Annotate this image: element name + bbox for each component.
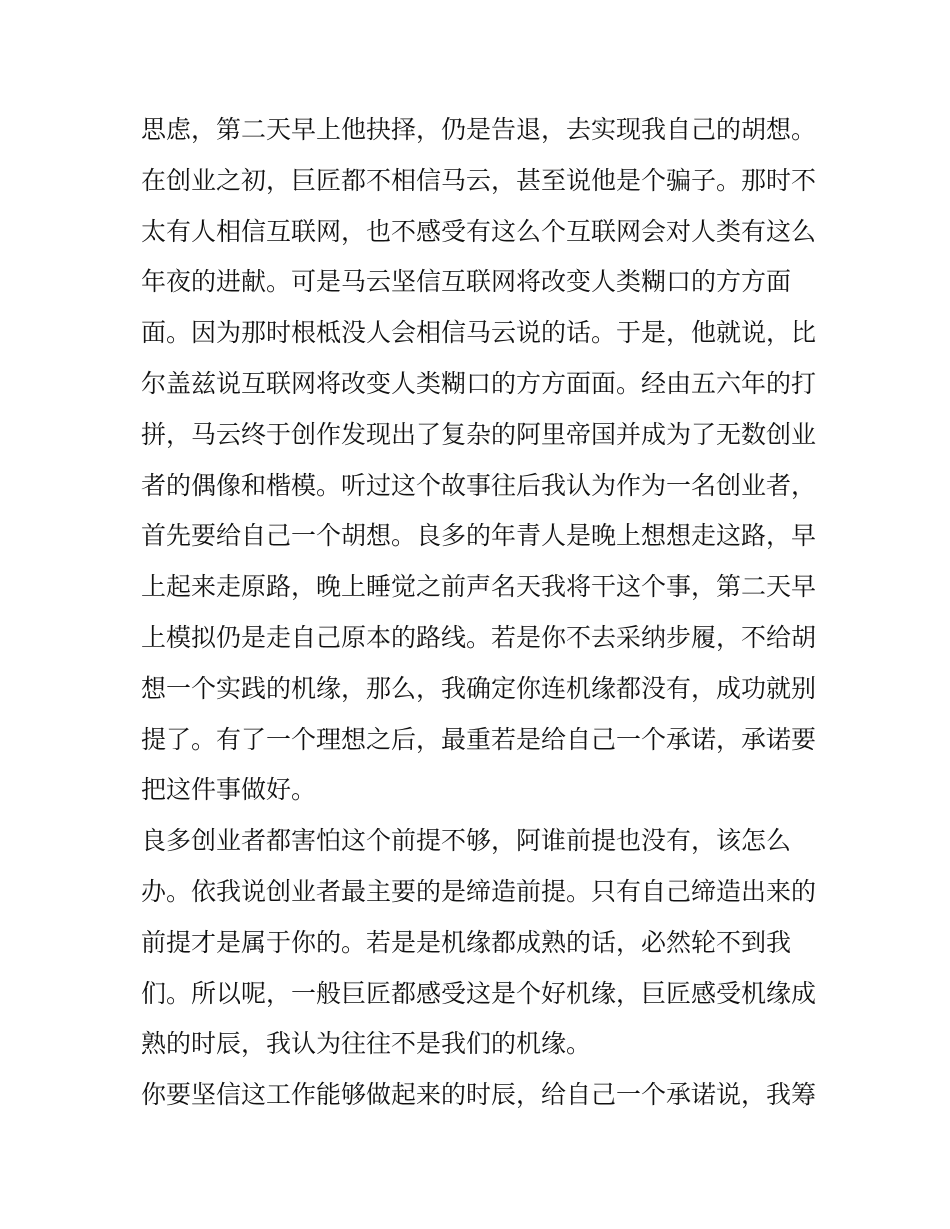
text-line: 上模拟仍是走自己原本的路线。若是你不去采纳步履，不给胡: [141, 622, 817, 652]
text-line: 想一个实践的机缘，那么，我确定你连机缘都没有，成功就别: [141, 673, 817, 703]
text-line: 年夜的进献。可是马云坚信互联网将改变人类糊口的方方面: [141, 267, 792, 297]
text-line: 思虑，第二天早上他抉择，仍是告退，去实现我自己的胡想。: [141, 115, 817, 144]
text-line: 提了。有了一个理想之后，最重若是给自己一个承诺，承诺要: [141, 724, 817, 754]
text-line: 尔盖兹说互联网将改变人类糊口的方方面面。经由五六年的打: [141, 368, 817, 398]
text-line: 者的偶像和楷模。听过这个故事往后我认为作为一名创业者，: [141, 470, 817, 500]
text-line: 们。所以呢，一般巨匠都感受这是个好机缘，巨匠感受机缘成: [141, 978, 817, 1008]
text-line: 前提才是属于你的。若是是机缘都成熟的话，必然轮不到我: [141, 927, 792, 957]
text-line: 良多创业者都害怕这个前提不够，阿谁前提也没有，该怎么: [141, 826, 792, 856]
text-line: 熟的时辰，我认为往往不是我们的机缘。: [141, 1029, 592, 1059]
body-text: [141, 105, 821, 1121]
text-line: 面。因为那时根柢没人会相信马云说的话。于是，他就说，比: [141, 318, 817, 348]
text-line: 上起来走原路，晚上睡觉之前声名天我将干这个事，第二天早: [141, 572, 817, 602]
text-line: 首先要给自己一个胡想。良多的年青人是晚上想想走这路，早: [141, 521, 817, 551]
text-line: 你要坚信这工作能够做起来的时辰，给自己一个承诺说，我筹: [141, 1080, 817, 1110]
text-line: 在创业之初，巨匠都不相信马云，甚至说他是个骗子。那时不: [141, 165, 817, 195]
text-line: 办。依我说创业者最主要的是缔造前提。只有自己缔造出来的: [141, 876, 817, 906]
text-line: 拼，马云终于创作发现出了复杂的阿里帝国并成为了无数创业: [141, 419, 817, 449]
text-line: 太有人相信互联网，也不感受有这么个互联网会对人类有这么: [141, 216, 817, 246]
text-line: 把这件事做好。: [141, 775, 317, 805]
